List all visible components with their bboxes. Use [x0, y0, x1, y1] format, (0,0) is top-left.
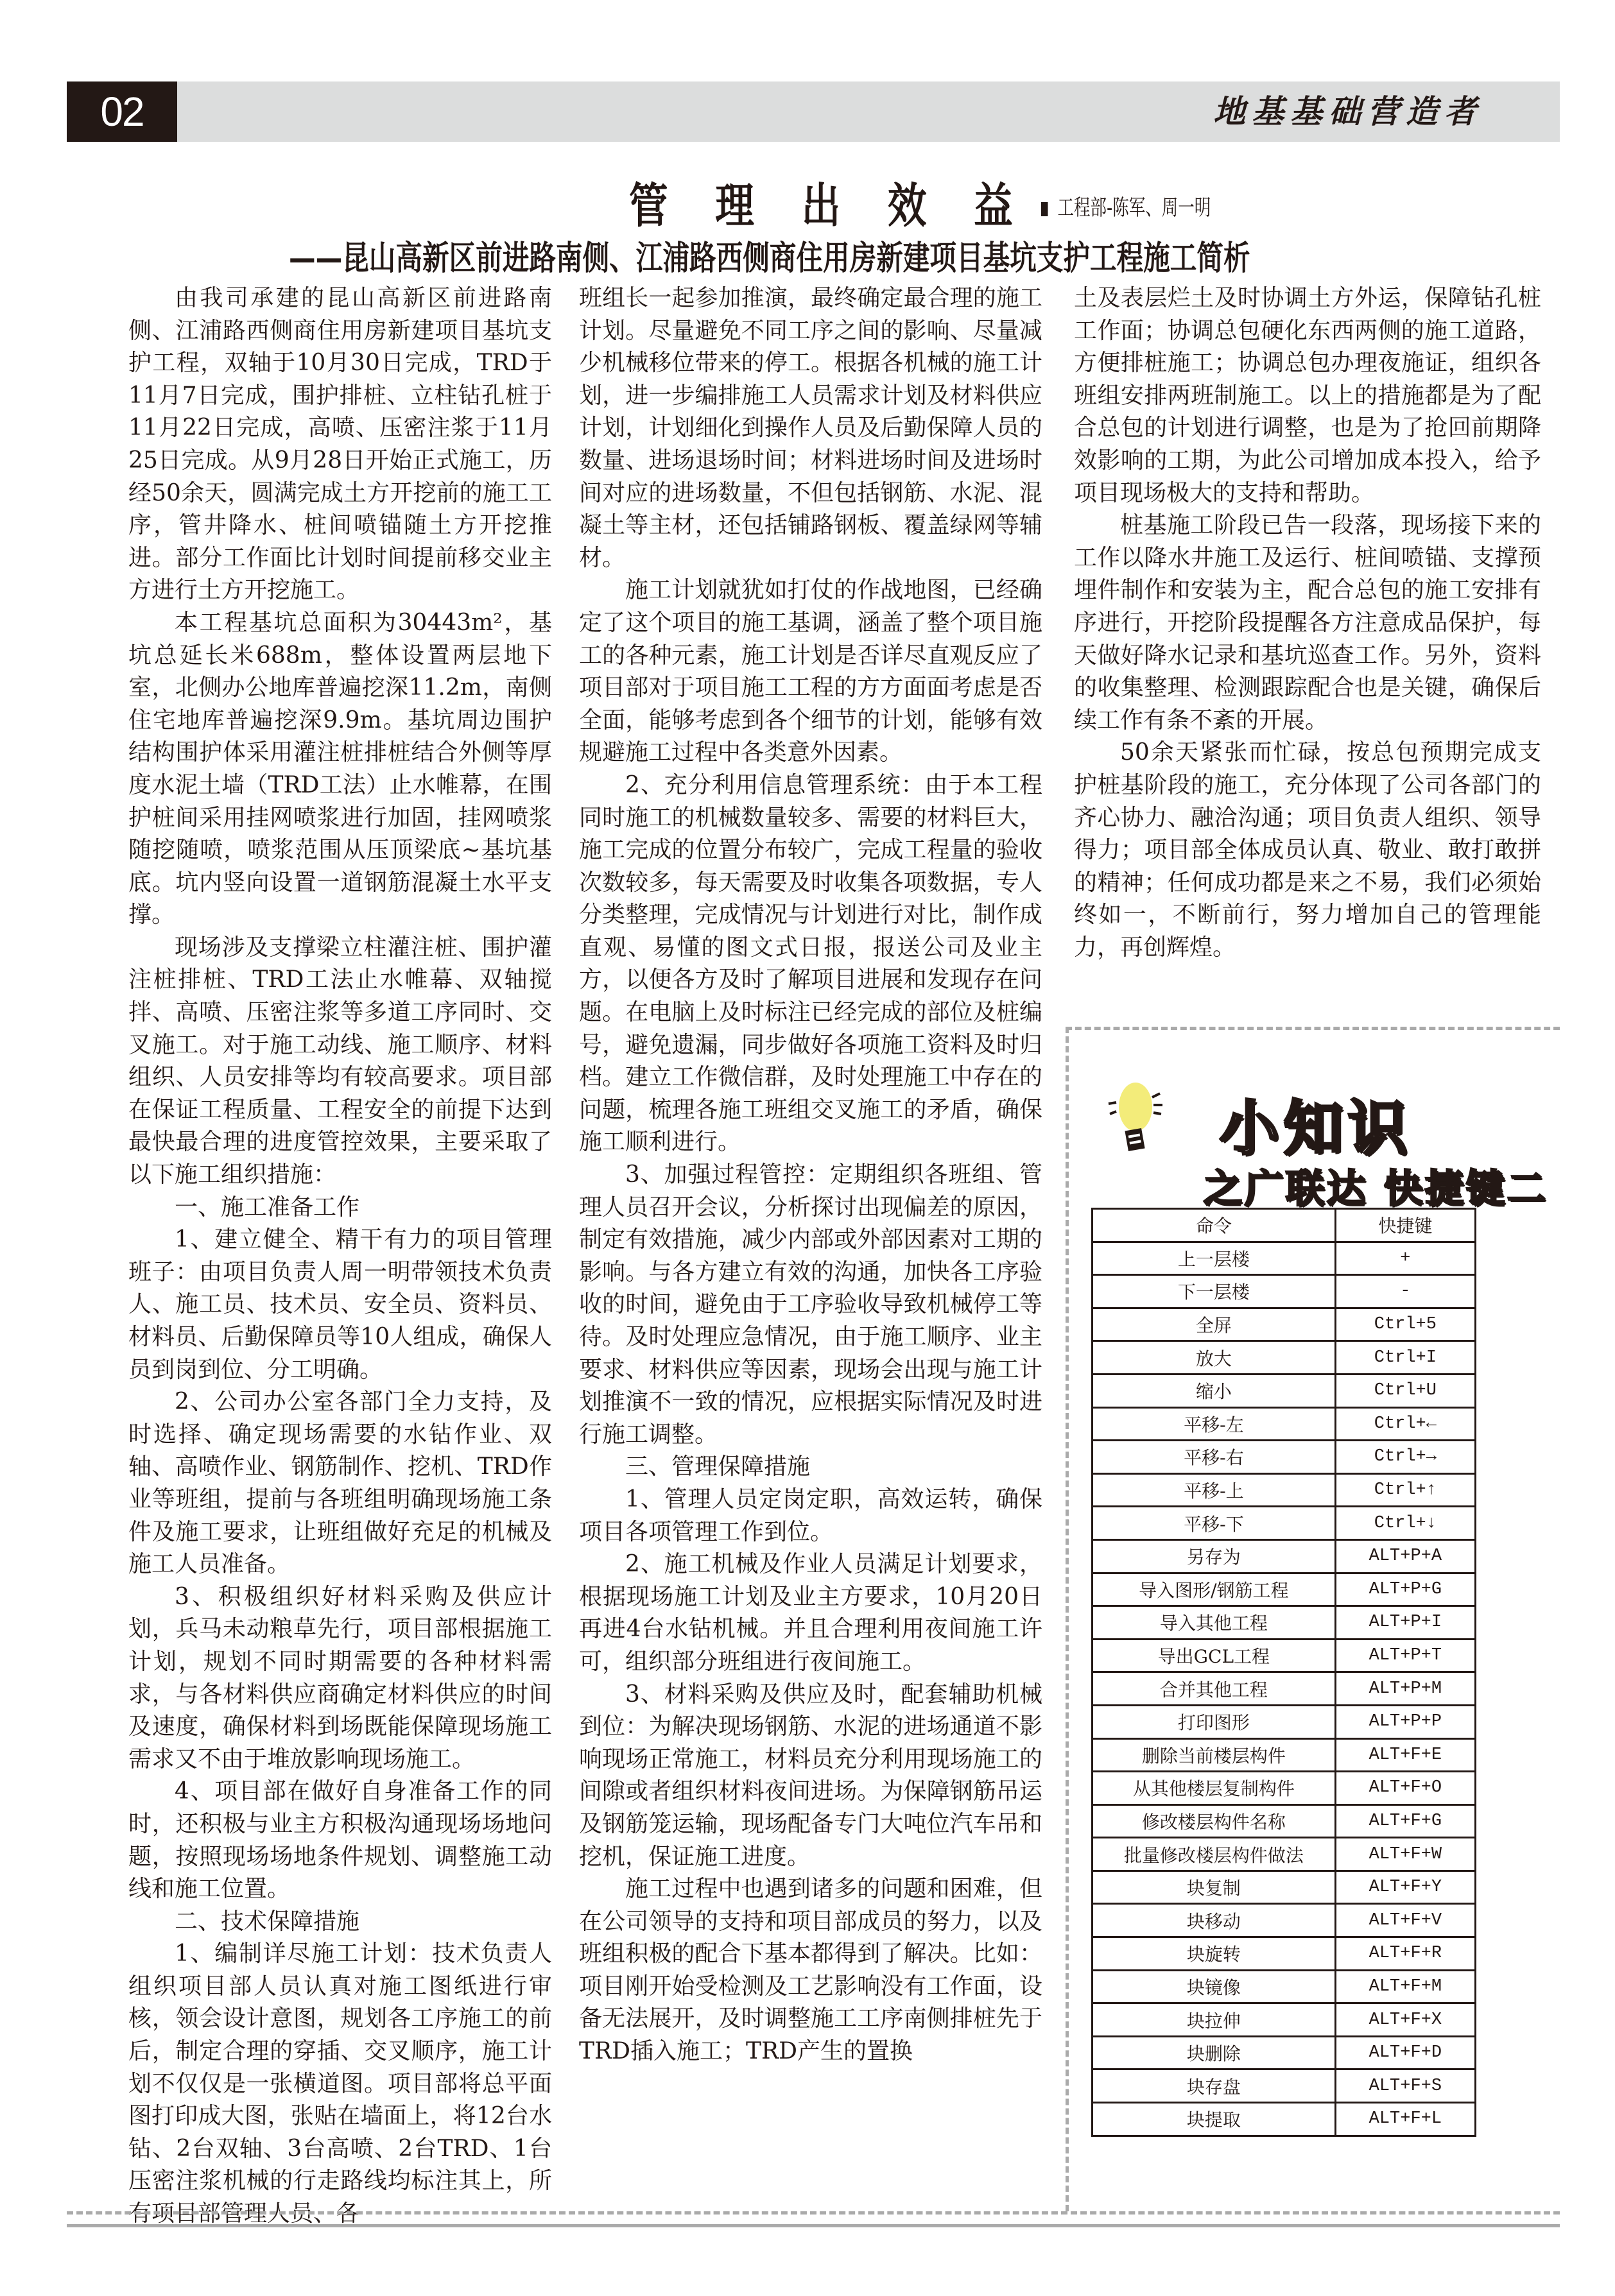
command-cell: 平移-左: [1092, 1407, 1336, 1441]
table-row: [1092, 1871, 1476, 1904]
shortcut-cell: -: [1335, 1275, 1475, 1308]
shortcut-cell: Ctrl+→: [1335, 1441, 1475, 1474]
command-cell: 修改楼层构件名称: [1092, 1804, 1336, 1838]
paragraph: 1、编制详尽施工计划：技术负责人组织项目部人员认真对施工图纸进行审核，领会设计意图，规划各工序施工的前后，制定合理的穿插、交叉顺序，施工计划不仅仅是一张横道图。项目部将总平面图打印成大图，张贴在墙面上，将12台水钻、2台双轴、3台高喷、2台TRD、1台压密注浆机械的行走路线均标注其上，所有项目部管理人员、各: [128, 1940, 552, 2227]
shortcut-cell: ALT+F+E: [1335, 1738, 1475, 1772]
table-row: [1092, 1606, 1476, 1640]
shortcut-cell: ALT+F+M: [1335, 1970, 1475, 2003]
shortcut-cell: Ctrl+↓: [1335, 1507, 1475, 1540]
paragraph: 50余天紧张而忙碌，按总包预期完成支护桩基阶段的施工，充分体现了公司各部门的齐心协力、融洽沟通；项目负责人组织、领导得力；项目部全体成员认真、敬业、敢打敢拼的精神；任何成功都是来之不易，我们必须始终如一，不断前行，努力增加自己的管理能力，再创辉煌。: [1074, 739, 1541, 961]
shortcut-cell: ALT+P+G: [1335, 1573, 1475, 1606]
paragraph: 3、积极组织好材料采购及供应计划，兵马未动粮草先行，项目部根据施工计划，规划不同时期需要的各种材料需求，与各材料供应商确定材料供应的时间及速度，确保材料到场既能保障现场施工需求又不由于堆放影响现场施工。: [128, 1583, 552, 1772]
command-cell: 批量修改楼层构件做法: [1092, 1838, 1336, 1871]
command-cell: 合并其他工程: [1092, 1672, 1336, 1706]
shortcut-cell: ALT+F+X: [1335, 2003, 1475, 2037]
paragraph: 由我司承建的昆山高新区前进路南侧、江浦路西侧商住用房新建项目基坑支护工程，双轴于10月30日完成，TRD于11月7日完成，围护排桩、立柱钻孔桩于11月22日完成，高喷、压密注浆于11月25日完成。从9月28日开始正式施工，历经50余天，圆满完成土方开挖前的施工工序，管井降水、桩间喷锚随土方开挖推进。部分工作面比计划时间提前移交业主方进行土方开挖施工。: [128, 285, 552, 604]
lightbulb-icon: [1107, 1078, 1165, 1155]
command-cell: 下一层楼: [1092, 1275, 1336, 1308]
command-cell: 平移-下: [1092, 1507, 1336, 1540]
shortcut-cell: Ctrl+I: [1335, 1341, 1475, 1375]
table-row: [1092, 2003, 1476, 2037]
table-row: [1092, 1573, 1476, 1606]
table-row: [1092, 1970, 1476, 2003]
paragraph: 4、项目部在做好自身准备工作的同时，还积极与业主方积极沟通现场场地问题，按照现场场地条件规划、调整施工动线和施工位置。: [128, 1778, 552, 1903]
command-cell: 块移动: [1092, 1904, 1336, 1937]
paragraph: 二、技术保障措施: [175, 1908, 360, 1935]
table-row: [1092, 1308, 1476, 1341]
shortcut-cell: ALT+F+Y: [1335, 1871, 1475, 1904]
command-cell: 放大: [1092, 1341, 1336, 1375]
article-column-3: [1074, 282, 1541, 964]
table-row: [1092, 1772, 1476, 1805]
command-cell: 缩小: [1092, 1374, 1336, 1407]
paragraph: 桩基施工阶段已告一段落，现场接下来的工作以降水井施工及运行、桩间喷锚、支撑预埋件制作和安装为主，配合总包的施工安排有序进行，开挖阶段提醒各方注意成品保护，每天做好降水记录和基坑巡查工作。另外，资料的收集整理、检测跟踪配合也是关键，确保后续工作有条不紊的开展。: [1074, 512, 1541, 733]
article-column-1: [128, 282, 552, 2231]
table-row: [1092, 1507, 1476, 1540]
knowledge-subtitle: 之广联达 快捷键二: [1204, 1167, 1548, 1212]
paragraph: 1、建立健全、精干有力的项目管理班子：由项目负责人周一明带领技术负责人、施工员、技术员、安全员、资料员、材料员、后勤保障员等10人组成，确保人员到岗到位、分工明确。: [128, 1226, 552, 1383]
table-row: [1092, 1705, 1476, 1738]
page-number: 02: [67, 81, 177, 142]
table-row: [1092, 1275, 1476, 1308]
table-row: [1092, 2103, 1476, 2136]
shortcut-cell: Ctrl+←: [1335, 1407, 1475, 1441]
shortcut-cell: +: [1335, 1242, 1475, 1275]
table-row: [1092, 1738, 1476, 1772]
article-title: 管 理 出 效 益: [629, 178, 1030, 234]
paragraph-continued: 土及表层烂土及时协调土方外运，保障钻孔桩工作面；协调总包硬化东西两侧的施工道路，方便排桩施工；协调总包办理夜施证，组织各班组安排两班制施工。以上的措施都是为了配合总包的计划进行调整，也是为了抢回前期降效影响的工期，为此公司增加成本投入，给予项目现场极大的支持和帮助。: [1074, 285, 1541, 506]
shortcut-cell: ALT+F+L: [1335, 2103, 1475, 2136]
table-row: [1092, 1639, 1476, 1672]
command-cell: 导出GCL工程: [1092, 1639, 1336, 1672]
shortcut-cell: ALT+F+R: [1335, 1937, 1475, 1971]
paragraph: 2、充分利用信息管理系统：由于本工程同时施工的机械数量较多、需要的材料巨大，施工完成的位置分布较广，完成工程量的验收次数较多，每天需要及时收集各项数据，专人分类整理，完成情况与计划进行对比，制作成直观、易懂的图文式日报，报送公司及业主方，以便各方及时了解项目进展和发现存在问题。在电脑上及时标注已经完成的部位及桩编号，避免遗漏，同步做好各项施工资料及时归档。建立工作微信群，及时处理施工中存在的问题，梳理各施工班组交叉施工的矛盾，确保施工顺利进行。: [579, 771, 1042, 1156]
table-row: [1092, 1341, 1476, 1375]
shortcut-cell: ALT+F+S: [1335, 2069, 1475, 2103]
shortcut-cell: Ctrl+U: [1335, 1374, 1475, 1407]
shortcut-cell: ALT+F+O: [1335, 1772, 1475, 1805]
shortcut-cell: ALT+F+G: [1335, 1804, 1475, 1838]
command-cell: 导入图形/钢筋工程: [1092, 1573, 1336, 1606]
shortcut-cell: ALT+P+I: [1335, 1606, 1475, 1640]
command-cell: 导入其他工程: [1092, 1606, 1336, 1640]
table-row: [1092, 1937, 1476, 1971]
command-cell: 打印图形: [1092, 1705, 1336, 1738]
command-cell: 平移-上: [1092, 1473, 1336, 1507]
shortcut-cell: ALT+F+D: [1335, 2036, 1475, 2069]
paragraph: 施工过程中也遇到诸多的问题和困难，但在公司领导的支持和项目部成员的努力，以及班组积极的配合下基本都得到了解决。比如：项目刚开始受检测及工艺影响没有工作面，设备无法展开，及时调整施工工序南侧排桩先于TRD插入施工；TRD产生的置换: [579, 1876, 1042, 2065]
bullet-square-icon: [1041, 202, 1048, 216]
footer-dashed-rule: [67, 2211, 1560, 2215]
knowledge-title: 小知识: [1220, 1094, 1413, 1163]
column-header-command: 命令: [1092, 1209, 1336, 1242]
table-row: [1092, 1904, 1476, 1937]
table-row: [1092, 2036, 1476, 2069]
table-row: [1092, 1441, 1476, 1474]
shortcut-cell: ALT+P+P: [1335, 1705, 1475, 1738]
command-cell: 从其他楼层复制构件: [1092, 1772, 1336, 1805]
shortcut-cell: Ctrl+↑: [1335, 1473, 1475, 1507]
command-cell: 全屏: [1092, 1308, 1336, 1341]
page-header-band: [67, 81, 1560, 142]
shortcut-cell: ALT+P+A: [1335, 1539, 1475, 1573]
shortcut-table: [1091, 1208, 1476, 2137]
byline-text: 工程部-陈军、周一明: [1057, 195, 1211, 221]
command-cell: 上一层楼: [1092, 1242, 1336, 1275]
command-cell: 块存盘: [1092, 2069, 1336, 2103]
paragraph: 本工程基坑总面积为30443m²，基坑总延长米688m，整体设置两层地下室，北侧办公地库普遍挖深11.2m，南侧住宅地库普遍挖深9.9m。基坑周边围护结构围护体采用灌注桩排桩结合外侧等厚度水泥土墙（TRD工法）止水帷幕，在围护桩间采用挂网喷浆进行加固，挂网喷浆随挖随喷，喷浆范围从压顶梁底~基坑基底。坑内竖向设置一道钢筋混凝土水平支撑。: [128, 609, 552, 929]
paragraph: 一、施工准备工作: [175, 1194, 360, 1221]
footer-rule: [67, 2224, 1560, 2227]
table-row: [1092, 1473, 1476, 1507]
publication-brand: 地基基础营造者: [1213, 92, 1483, 130]
command-cell: 平移-右: [1092, 1441, 1336, 1474]
paragraph: 现场涉及支撑梁立柱灌注桩、围护灌注桩排桩、TRD工法止水帷幕、双轴搅拌、高喷、压密注浆等多道工序同时、交叉施工。对于施工动线、施工顺序、材料组织、人员安排等均有较高要求。项目部在保证工程质量、工程安全的前提下达到最快最合理的进度管控效果，主要采取了以下施工组织措施：: [128, 934, 552, 1188]
command-cell: 块提取: [1092, 2103, 1336, 2136]
article-byline: [1041, 190, 1211, 221]
table-row: [1092, 1672, 1476, 1706]
command-cell: 块复制: [1092, 1871, 1336, 1904]
table-row: [1092, 1539, 1476, 1573]
paragraph: 施工计划就犹如打仗的作战地图，已经确定了这个项目的施工基调，涵盖了整个项目施工的各种元素，施工计划是否详尽直观反应了项目部对于项目施工工程的方方面面考虑是否全面，能够考虑到各个细节的计划，能够有效规避施工过程中各类意外因素。: [579, 577, 1042, 766]
shortcut-cell: ALT+F+W: [1335, 1838, 1475, 1871]
paragraph: 3、加强过程管控：定期组织各班组、管理人员召开会议，分析探讨出现偏差的原因，制定有效措施，减少内部或外部因素对工期的影响。与各方建立有效的沟通，加快各工序验收的时间，避免由于工序验收导致机械停工等待。及时处理应急情况，由于施工顺序、业主要求、材料供应等因素，现场会出现与施工计划推演不一致的情况，应根据实际情况及时进行施工调整。: [579, 1161, 1042, 1448]
command-cell: 块镜像: [1092, 1970, 1336, 2003]
table-row: [1092, 1804, 1476, 1838]
command-cell: 块删除: [1092, 2036, 1336, 2069]
shortcut-cell: Ctrl+5: [1335, 1308, 1475, 1341]
command-cell: 块拉伸: [1092, 2003, 1336, 2037]
paragraph: 3、材料采购及供应及时，配套辅助机械到位：为解决现场钢筋、水泥的进场通道不影响现场正常施工，材料员充分利用现场施工的间隙或者组织材料夜间进场。为保障钢筋吊运及钢筋笼运输，现场配备专门大吨位汽车吊和挖机，保证施工进度。: [579, 1681, 1042, 1870]
shortcut-cell: ALT+P+T: [1335, 1639, 1475, 1672]
table-row: [1092, 1407, 1476, 1441]
article-subtitle: ——昆山高新区前进路南侧、江浦路西侧商住用房新建项目基坑支护工程施工简析: [289, 239, 1250, 278]
paragraph-continued: 班组长一起参加推演，最终确定最合理的施工计划。尽量避免不同工序之间的影响、尽量减少机械移位带来的停工。根据各机械的施工计划，进一步编排施工人员需求计划及材料供应计划，计划细化到操作人员及后勤保障人员的数量、进场退场时间；材料进场时间及进场时间对应的进场数量，不但包括钢筋、水泥、混凝土等主材，还包括铺路钢板、覆盖绿网等辅材。: [579, 285, 1042, 571]
paragraph: 1、管理人员定岗定职，高效运转，确保项目各项管理工作到位。: [579, 1486, 1042, 1545]
paragraph: 2、施工机械及作业人员满足计划要求，根据现场施工计划及业主方要求，10月20日再进4台水钻机械。并且合理利用夜间施工许可，组织部分班组进行夜间施工。: [579, 1551, 1042, 1675]
column-header-shortcut: 快捷键: [1335, 1209, 1475, 1242]
table-row: [1092, 1374, 1476, 1407]
article-column-2: [579, 282, 1042, 2068]
paragraph: 2、公司办公室各部门全力支持，及时选择、确定现场需要的水钻作业、双轴、高喷作业、钢筋制作、挖机、TRD作业等班组，提前与各班组明确现场施工条件及施工要求，让班组做好充足的机械及施工人员准备。: [128, 1389, 552, 1578]
table-row: [1092, 1838, 1476, 1871]
command-cell: 另存为: [1092, 1539, 1336, 1573]
table-row: [1092, 2069, 1476, 2103]
command-cell: 块旋转: [1092, 1937, 1336, 1971]
table-header-row: [1092, 1209, 1476, 1242]
command-cell: 删除当前楼层构件: [1092, 1738, 1336, 1772]
paragraph: 三、管理保障措施: [625, 1453, 811, 1480]
table-row: [1092, 1242, 1476, 1275]
shortcut-cell: ALT+P+M: [1335, 1672, 1475, 1706]
shortcut-cell: ALT+F+V: [1335, 1904, 1475, 1937]
